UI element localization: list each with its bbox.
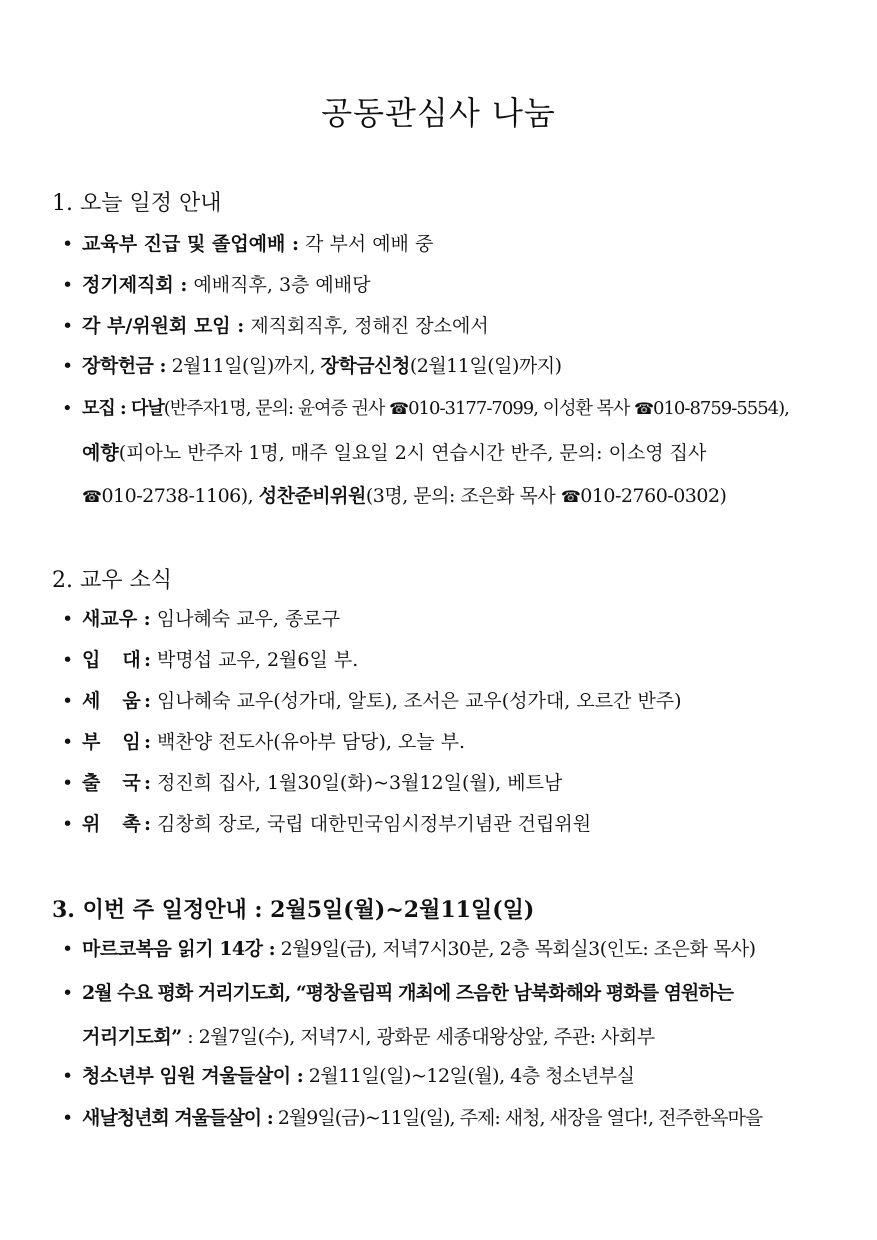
list-item (62, 681, 807, 721)
label-char: 세 (82, 690, 101, 712)
list-item-continuation (82, 481, 807, 508)
bullet: • (62, 938, 73, 960)
item-label: 성찬준비위원 (258, 485, 366, 507)
item-label (82, 722, 144, 762)
label-char: 대 (122, 649, 141, 671)
bullet: • (62, 233, 74, 255)
section-heading-week-schedule: 3. 이번 주 일정안내 : 2월5일(월)~2월11일(일) (52, 897, 535, 923)
bullet: • (62, 690, 74, 712)
bullet: • (62, 982, 73, 1004)
phone-icon: ☎ (634, 399, 653, 418)
list-item-continuation (82, 1022, 807, 1049)
item-label: 예향 (82, 442, 119, 464)
item-text: 임나혜숙 교우(성가대, 알토), 조서은 교우(성가대, 오르간 반주) (151, 690, 682, 712)
item-text: (2월11일(일)까지) (409, 355, 562, 377)
item-label: 교육부 진급 및 졸업예배 : (82, 233, 300, 255)
label-char: 움 (122, 690, 141, 712)
list-item (62, 1098, 807, 1138)
list-item (62, 640, 807, 680)
item-text: 2월9일(금), 저녁7시30분, 2층 목회실3(인도: 조은화 목사) (275, 938, 756, 960)
item-text: 2월11일(일)~12일(월), 4층 청소년부실 (303, 1065, 635, 1087)
item-label: 2월 수요 평화 거리기도회, “평창올림픽 개최에 즈음한 남북화해와 평화를 염원하는 (82, 982, 733, 1004)
item-text: 정진희 집사, 1월30일(화)~3월12일(월), 베트남 (151, 772, 563, 794)
list-item (62, 804, 807, 844)
phone-icon: ☎ (82, 487, 102, 506)
list-item (62, 346, 807, 386)
label-char: 촉 (122, 813, 141, 835)
item-label: 마르코복음 읽기 14강 : (82, 938, 276, 960)
list-item-continuation (82, 438, 807, 465)
item-text: (피아노 반주자 1명, 매주 일요일 2시 연습시간 반주, 문의: 이소영 집사 (118, 442, 707, 464)
label-char: 국 (122, 772, 141, 794)
item-label: 새교우 : (82, 608, 151, 630)
item-label: 장학헌금 : (82, 355, 167, 377)
item-text: (3명, 문의: 조은화 목사 (365, 485, 561, 507)
colon: : (144, 813, 152, 835)
section-heading-schedule: 1. 오늘 일정 안내 (52, 191, 222, 216)
item-text: 제직회직후, 정해진 장소에서 (244, 315, 489, 337)
item-label: 거리기도회” (82, 1026, 182, 1048)
item-text: : 2월7일(수), 저녁7시, 광화문 세종대왕상앞, 주관: 사회부 (181, 1026, 655, 1048)
bullet: • (62, 649, 74, 671)
bullet: • (62, 608, 74, 630)
bullet: • (62, 772, 74, 794)
item-label (82, 804, 144, 844)
bullet: • (62, 1065, 73, 1087)
bullet: • (62, 355, 73, 377)
label-char: 임 (122, 731, 141, 753)
item-label: 장학금신청 (320, 355, 410, 377)
item-label: 각 부/위원회 모임 : (82, 315, 245, 337)
phone-icon: ☎ (560, 487, 581, 506)
phone-icon: ☎ (389, 399, 409, 418)
item-label: 모집 : 다날 (82, 398, 164, 419)
list-item (62, 599, 807, 639)
item-label (82, 640, 144, 680)
item-label: 청소년부 임원 겨울들살이 : (82, 1065, 304, 1087)
item-text: 각 부서 예배 중 (299, 233, 434, 255)
list-item (62, 929, 807, 969)
item-label (82, 681, 144, 721)
list-item (62, 722, 807, 762)
section-heading-news: 2. 교우 소식 (52, 568, 172, 593)
item-text: 010-2738-1106), (101, 485, 259, 507)
item-text: 2월11일(일)까지, (166, 355, 321, 377)
label-char: 입 (82, 649, 101, 671)
item-text: (반주자1명, 문의: 윤여증 권사 (163, 398, 390, 419)
item-text: 임나혜숙 교우, 종로구 (150, 608, 341, 630)
bullet: • (62, 731, 74, 753)
colon: : (144, 690, 152, 712)
page-title: 공동관심사 나눔 (321, 94, 556, 132)
colon: : (144, 731, 152, 753)
label-char: 부 (82, 731, 101, 753)
item-text: 010-8759-5554), (653, 398, 789, 419)
colon: : (144, 772, 152, 794)
item-label (82, 763, 144, 803)
bullet: • (62, 398, 72, 419)
label-char: 출 (82, 772, 101, 794)
list-item (62, 265, 807, 305)
item-label: 정기제직회 : (82, 274, 188, 296)
bullet: • (62, 1107, 73, 1129)
item-label: 새날청년회 겨울들살이 : (82, 1107, 273, 1129)
list-item (62, 763, 807, 803)
bullet: • (62, 315, 74, 337)
bullet: • (62, 274, 74, 296)
bullet: • (62, 813, 74, 835)
item-text: 백찬양 전도사(유아부 담당), 오늘 부. (151, 731, 466, 753)
list-item (62, 224, 807, 264)
list-item (62, 1056, 807, 1096)
item-text: 010-3177-7099, 이성환 목사 (408, 398, 635, 419)
list-item (62, 973, 807, 1013)
colon: : (144, 649, 152, 671)
item-text: 예배직후, 3층 예배당 (187, 274, 371, 296)
item-text: 박명섭 교우, 2월6일 부. (151, 649, 359, 671)
item-text: 010-2760-0302) (580, 485, 727, 507)
item-text: 김창희 장로, 국립 대한민국임시정부기념관 건립위원 (151, 813, 592, 835)
item-text: 2월9일(금)~11일(일), 주제: 새청, 새장을 열다!, 전주한옥마을 (272, 1107, 763, 1129)
label-char: 위 (82, 813, 101, 835)
list-item (62, 306, 807, 346)
list-item (62, 389, 807, 429)
